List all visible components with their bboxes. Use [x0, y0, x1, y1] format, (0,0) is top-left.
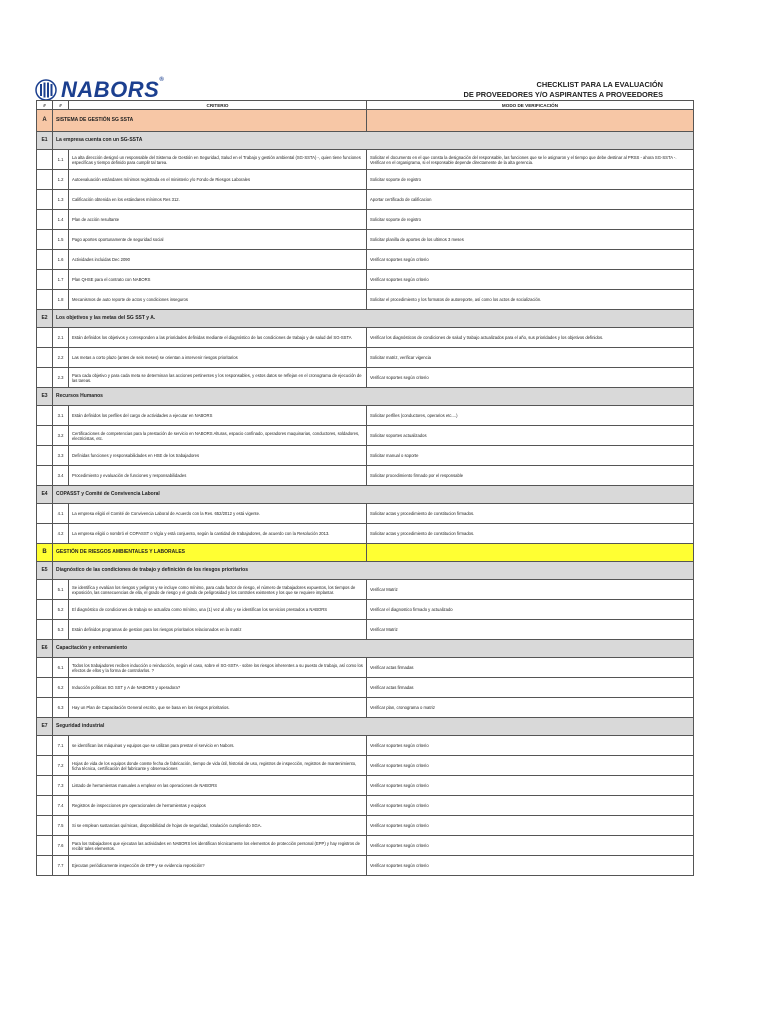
checklist-row — [37, 446, 694, 466]
subsection-code: E7 — [37, 718, 53, 736]
subsection-row — [37, 132, 694, 150]
row-criterio: Ejecutan periódicamente inspección de EPP y se evidencia reposición? — [69, 856, 367, 876]
checklist-row — [37, 170, 694, 190]
subsection-title: COPASST y Comité de Convivencia Laboral — [53, 486, 694, 504]
row-blank — [37, 736, 53, 756]
row-blank — [37, 466, 53, 486]
row-blank — [37, 426, 53, 446]
row-number: 2.2 — [53, 348, 69, 368]
row-number: 7.5 — [53, 816, 69, 836]
checklist-row — [37, 270, 694, 290]
section-code: A — [37, 110, 53, 132]
row-number: 3.1 — [53, 406, 69, 426]
row-modo: Verificar soportes según criterio — [367, 816, 694, 836]
checklist-row — [37, 250, 694, 270]
checklist-row — [37, 600, 694, 620]
row-blank — [37, 856, 53, 876]
row-modo: Solicitar perfiles (conductores, operarios etc....) — [367, 406, 694, 426]
row-blank — [37, 270, 53, 290]
subsection-title: Recursos Humanos — [53, 388, 694, 406]
subsection-code: E1 — [37, 132, 53, 150]
row-criterio: Actividades incluidas Dec 2090 — [69, 250, 367, 270]
row-blank — [37, 150, 53, 170]
row-number: 4.2 — [53, 524, 69, 544]
row-criterio: Certificaciones de competencias para la prestación de servicio en NABORS Alturas, espacio confinado, operadores maquinarias, conductores, soldadores, electricistas, etc. — [69, 426, 367, 446]
subsection-title: Capacitación y entrenamiento — [53, 640, 694, 658]
row-modo: Verificar soportes según criterio — [367, 836, 694, 856]
row-number: 3.4 — [53, 466, 69, 486]
row-number: 7.7 — [53, 856, 69, 876]
row-blank — [37, 446, 53, 466]
checklist-row — [37, 290, 694, 310]
checklist-row — [37, 796, 694, 816]
row-criterio: Plan de acción resultante — [69, 210, 367, 230]
subsection-row — [37, 562, 694, 580]
section-blank — [367, 544, 694, 562]
header-modo: MODO DE VERIFICACIÓN — [367, 101, 694, 110]
row-criterio: Mecanismos de auto reporte de actos y condiciones inseguros — [69, 290, 367, 310]
subsection-row — [37, 486, 694, 504]
row-criterio: Todos los trabajadores reciben inducción o reinducción, según el caso, sobre el SG-SSTA - sobre los riesgos inherentes a su puesto de trabajo, así como los efectos de ellos y la forma de controlarlos. ? — [69, 658, 367, 678]
header-col2: # — [53, 101, 69, 110]
row-criterio: Plan QHSE para el contrato con NABORS — [69, 270, 367, 290]
row-blank — [37, 836, 53, 856]
checklist-row — [37, 150, 694, 170]
row-criterio: Para cada objetivo y para cada meta se determinan las acciones pertinentes y los responsables, y estos datos se reflejan en el cronograma de ejecución de las tareas. — [69, 368, 367, 388]
checklist-row — [37, 210, 694, 230]
row-criterio: Están definidos programas de gestion para los riesgos prioritarios relacionados en la matriz — [69, 620, 367, 640]
header-col1: # — [37, 101, 53, 110]
row-modo: Verificar soportes según criterio — [367, 776, 694, 796]
row-modo: Verificar soportes según criterio — [367, 796, 694, 816]
row-blank — [37, 328, 53, 348]
row-criterio: La empresa eligió o nombró el COPASST o Vigía y está conjuento, según la cantidad de trabajadores, de acuerdo con la Resolución 2013. — [69, 524, 367, 544]
row-modo: Verificar soportes según criterio — [367, 270, 694, 290]
row-modo: Solicitar el procedimiento y los formatos de autoreporte, así como los actos de socialización. — [367, 290, 694, 310]
row-criterio: Pago aportes oportunamente de seguridad social — [69, 230, 367, 250]
title-line-1: CHECKLIST PARA LA EVALUACIÓN — [536, 80, 663, 89]
row-modo: Verificar soportes según criterio — [367, 368, 694, 388]
row-blank — [37, 756, 53, 776]
subsection-title: La empresa cuenta con un SG-SSTA — [53, 132, 694, 150]
row-modo: Verificar actas firmadas — [367, 658, 694, 678]
checklist-row — [37, 368, 694, 388]
title-line-2: DE PROVEEDORES Y/O ASPIRANTES A PROVEEDORES — [463, 89, 663, 99]
row-criterio: Las metas a corto plazo (antes de seis meses) se orientan a intervenir riesgos prioritarios — [69, 348, 367, 368]
checklist-row — [37, 328, 694, 348]
row-modo: Verificar plan, cronograma o matriz — [367, 698, 694, 718]
subsection-code: E6 — [37, 640, 53, 658]
checklist-row — [37, 466, 694, 486]
row-modo: Solicitar soportes actualizados — [367, 426, 694, 446]
checklist-table — [36, 100, 694, 876]
row-blank — [37, 406, 53, 426]
row-criterio: se identifican las máquinas y equipos que se utilizan para prestar el servicio en Nabors. — [69, 736, 367, 756]
row-number: 1.5 — [53, 230, 69, 250]
checklist-row — [37, 230, 694, 250]
section-code: B — [37, 544, 53, 562]
checklist-row — [37, 406, 694, 426]
company-logo — [35, 78, 175, 102]
checklist-row — [37, 580, 694, 600]
row-number: 7.1 — [53, 736, 69, 756]
row-blank — [37, 524, 53, 544]
logo-text: NABORS® — [61, 77, 165, 102]
row-blank — [37, 620, 53, 640]
checklist-row — [37, 678, 694, 698]
row-number: 1.1 — [53, 150, 69, 170]
row-modo: Solicitar matriz, verificar vigencia — [367, 348, 694, 368]
row-number: 1.3 — [53, 190, 69, 210]
checklist-row — [37, 836, 694, 856]
row-number: 1.4 — [53, 210, 69, 230]
nabors-mark-icon — [35, 79, 57, 101]
row-modo: Solicitar soporte de registro — [367, 170, 694, 190]
checklist-row — [37, 524, 694, 544]
section-row — [37, 110, 694, 132]
row-criterio: Procedimiento y evaluación de funciones y responsabilidades — [69, 466, 367, 486]
row-blank — [37, 678, 53, 698]
subsection-title: Los objetivos y las metas del SG SST y A. — [53, 310, 694, 328]
row-blank — [37, 230, 53, 250]
subsection-code: E3 — [37, 388, 53, 406]
checklist-row — [37, 426, 694, 446]
checklist-row — [37, 816, 694, 836]
row-blank — [37, 348, 53, 368]
row-criterio: Están definidos los perfiles del cargo de actividades a ejecutar en NABORS — [69, 406, 367, 426]
subsection-row — [37, 640, 694, 658]
row-number: 7.4 — [53, 796, 69, 816]
row-number: 6.2 — [53, 678, 69, 698]
row-number: 2.3 — [53, 368, 69, 388]
row-modo: Verificar soportes según criterio — [367, 756, 694, 776]
row-criterio: Hojas de vida de los equipos donde conste fecha de fabricación, tiempo de vida útil, historial de uso, registros de inspección, registros de mantenimiento, ficha técnica, certificación del fabricante y observaciones — [69, 756, 367, 776]
row-modo: Solicitar el documento en el que consta la designación del responsable, las funciones que se le asignaron y el tiempo que debe destinar al PRSS - ahora SG-SSTA -. Verificar en el organigrama, si el responsable depende directamente de la alta gerencia. — [367, 150, 694, 170]
row-blank — [37, 776, 53, 796]
row-criterio: Están definidos los objetivos y corresponden a las prioridades definidas mediante el diagnóstico de las condiciones de trabajo y de salud del SG-SSTA — [69, 328, 367, 348]
subsection-code: E4 — [37, 486, 53, 504]
row-number: 7.3 — [53, 776, 69, 796]
subsection-row — [37, 388, 694, 406]
row-criterio: La alta dirección designó un responsable del Sistema de Gestión en Seguridad, Salud en el Trabajo y gestión ambiental (SG-SSTA) -, quien tiene funciones específicas y tiempo definido para cumplir tal tarea. — [69, 150, 367, 170]
row-modo: Verificar el diagnostico firmado y actualizado — [367, 600, 694, 620]
row-criterio: Se identifica y evalúan los riesgos y peligros y se incluye como mínimo, para cada factor de riesgo, el número de trabajadores expuestos, los tiempos de exposición, las consecuencias de ella, el grado de riesgo y el grado de peligrosidad y los controles existentes y los que se requiere implantar. — [69, 580, 367, 600]
row-modo: Verificar actas firmadas — [367, 678, 694, 698]
row-modo: Verificar soportes según criterio — [367, 250, 694, 270]
row-number: 5.1 — [53, 580, 69, 600]
row-number: 7.2 — [53, 756, 69, 776]
row-number: 7.6 — [53, 836, 69, 856]
row-criterio: La empresa eligió el Comité de Convivencia Laboral de Acuerdo con la Res. 652/2012 y está vigente. — [69, 504, 367, 524]
row-blank — [37, 816, 53, 836]
row-modo: Verificar soportes según criterio — [367, 856, 694, 876]
row-number: 3.2 — [53, 426, 69, 446]
section-blank — [367, 110, 694, 132]
row-blank — [37, 170, 53, 190]
section-row — [37, 544, 694, 562]
row-blank — [37, 250, 53, 270]
row-blank — [37, 658, 53, 678]
section-title: SISTEMA DE GESTIÓN SG SSTA — [53, 110, 367, 132]
row-number: 1.2 — [53, 170, 69, 190]
table-header-row — [37, 101, 694, 110]
row-modo: Verificar soportes según criterio — [367, 736, 694, 756]
row-modo: Solicitar actas y procedimiento de constitucion firmados. — [367, 504, 694, 524]
checklist-row — [37, 856, 694, 876]
subsection-code: E2 — [37, 310, 53, 328]
checklist-row — [37, 736, 694, 756]
row-blank — [37, 368, 53, 388]
row-modo: Solicitar manual o soporte — [367, 446, 694, 466]
row-number: 1.7 — [53, 270, 69, 290]
row-criterio: El diagnóstico de condiciones de trabajo se actualiza como mínimo, una (1) vez al año y se identifican los servicios prestados a NABORS — [69, 600, 367, 620]
row-number: 1.8 — [53, 290, 69, 310]
row-blank — [37, 796, 53, 816]
row-modo: Verificar Matriz — [367, 580, 694, 600]
document-title — [464, 80, 663, 99]
row-blank — [37, 698, 53, 718]
checklist-row — [37, 504, 694, 524]
row-number: 1.6 — [53, 250, 69, 270]
row-criterio: Autoevaluación estándares mínimos registrada en el ministerio y/o Fondo de Riesgos Laborales — [69, 170, 367, 190]
row-number: 6.1 — [53, 658, 69, 678]
row-modo: Solicitar soporte de registro — [367, 210, 694, 230]
subsection-row — [37, 310, 694, 328]
row-blank — [37, 210, 53, 230]
checklist-row — [37, 756, 694, 776]
row-criterio: Inducción políticas SG SST y A de NABORS y operadora? — [69, 678, 367, 698]
row-criterio: Registros de inspecciones pre operacionales de herramientas y equipos — [69, 796, 367, 816]
row-criterio: Para los trabajadores que ejecutan las actividades en NABORS les identifican técnicamente los elementos de protección personal (EPP) y hay registros de recibir tales elementos. — [69, 836, 367, 856]
row-criterio: Definidas funciones y responsabilidades en HSE de los trabajadores — [69, 446, 367, 466]
row-number: 2.1 — [53, 328, 69, 348]
row-blank — [37, 504, 53, 524]
checklist-row — [37, 658, 694, 678]
row-modo: Aportar certificado de calificacion — [367, 190, 694, 210]
row-number: 3.3 — [53, 446, 69, 466]
checklist-row — [37, 190, 694, 210]
row-blank — [37, 600, 53, 620]
section-title: GESTIÓN DE RIESGOS AMBIENTALES Y LABORALES — [53, 544, 367, 562]
checklist-row — [37, 620, 694, 640]
row-criterio: Si se emplean sustancias químicas, disponibilidad de hojas de seguridad, rotulación cumpliendo SGA. — [69, 816, 367, 836]
subsection-title: Seguridad industrial — [53, 718, 694, 736]
row-criterio: Listado de herramientas manuales a emplear en las operaciones de NABORS — [69, 776, 367, 796]
subsection-code: E5 — [37, 562, 53, 580]
row-modo: Solicitar procedimiento firmado por el responsable — [367, 466, 694, 486]
row-number: 5.2 — [53, 600, 69, 620]
row-criterio: Calificación obtenida en los estándares mínimos Res 312. — [69, 190, 367, 210]
row-modo: Verificar los diagnósticos de condiciones de salud y trabajo actualizados para el año, sus prioridades y los objetivos definidos. — [367, 328, 694, 348]
checklist-row — [37, 776, 694, 796]
subsection-row — [37, 718, 694, 736]
row-modo: Solicitar planilla de aportes de los ultimos 3 meses — [367, 230, 694, 250]
row-blank — [37, 190, 53, 210]
row-modo: Verificar Matriz — [367, 620, 694, 640]
subsection-title: Diagnóstico de las condiciones de trabajo y definición de los riesgos prioritarios — [53, 562, 694, 580]
row-modo: Solicitar actas y procedimiento de constitucion firmados. — [367, 524, 694, 544]
checklist-row — [37, 698, 694, 718]
row-number: 5.3 — [53, 620, 69, 640]
row-number: 6.3 — [53, 698, 69, 718]
header-criterio: CRITERIO — [69, 101, 367, 110]
row-criterio: Hay un Plan de Capacitación General escrito, que se basa en los riesgos prioritarios. — [69, 698, 367, 718]
checklist-row — [37, 348, 694, 368]
row-number: 4.1 — [53, 504, 69, 524]
row-blank — [37, 580, 53, 600]
row-blank — [37, 290, 53, 310]
